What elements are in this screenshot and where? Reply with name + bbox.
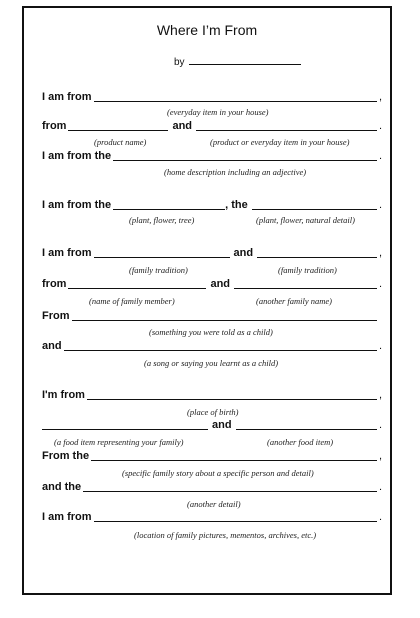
line-3-punct: . xyxy=(378,150,382,162)
line-5-and: and xyxy=(233,247,254,259)
hint-1: (everyday item in your house) xyxy=(167,107,269,117)
line-6-and: and xyxy=(210,278,231,290)
line-1-blank[interactable] xyxy=(94,100,377,102)
line-7 xyxy=(42,309,382,323)
line-1-label: I am from xyxy=(42,91,92,103)
line-11-label: From the xyxy=(42,450,90,462)
line-4-punct: . xyxy=(378,199,382,211)
line-4-label: I am from the xyxy=(42,199,112,211)
line-4 xyxy=(42,198,382,212)
line-1-punct: , xyxy=(378,91,382,103)
hint-5b: (family tradition) xyxy=(278,265,337,275)
hint-4b: (plant, flower, natural detail) xyxy=(256,215,355,225)
line-2-and: and xyxy=(172,120,193,132)
line-5-punct: , xyxy=(378,247,382,259)
line-6-label: from xyxy=(42,278,67,290)
line-6-blank-a[interactable] xyxy=(68,287,206,289)
by-label: by xyxy=(174,57,185,68)
line-2-label: from xyxy=(42,120,67,132)
line-2-blank-b[interactable] xyxy=(196,129,377,131)
line-4-blank-b[interactable] xyxy=(252,208,377,210)
line-13-label: I am from xyxy=(42,511,92,523)
line-13-punct: . xyxy=(378,511,382,523)
line-9 xyxy=(42,388,382,402)
line-2-blank-a[interactable] xyxy=(68,129,168,131)
line-3 xyxy=(42,149,382,163)
line-6-blank-b[interactable] xyxy=(234,287,377,289)
line-12 xyxy=(42,480,382,494)
hint-8: (a song or saying you learnt as a child) xyxy=(144,358,279,368)
hint-13: (location of family pictures, mementos, archives, etc.) xyxy=(134,530,317,540)
line-12-label: and the xyxy=(42,481,82,493)
line-1 xyxy=(42,90,382,104)
hint-4a: (plant, flower, tree) xyxy=(129,215,195,225)
line-8 xyxy=(42,339,382,353)
line-5-label: I am from xyxy=(42,247,92,259)
line-9-blank[interactable] xyxy=(87,398,377,400)
line-7-label: From xyxy=(42,310,70,322)
line-9-label: I'm from xyxy=(42,389,85,401)
hint-11: (specific family story about a specific person and detail) xyxy=(122,468,314,478)
line-4-blank-a[interactable] xyxy=(113,208,225,210)
author-blank[interactable] xyxy=(189,55,301,65)
line-12-punct: . xyxy=(378,481,382,493)
line-11-blank[interactable] xyxy=(91,459,377,461)
line-10-blank-b[interactable] xyxy=(236,428,377,430)
line-9-punct: , xyxy=(378,389,382,401)
line-2-punct: . xyxy=(378,120,382,132)
line-13 xyxy=(42,510,382,524)
line-12-blank[interactable] xyxy=(83,490,377,492)
line-5-blank-b[interactable] xyxy=(257,256,377,258)
line-10-and: and xyxy=(212,419,232,431)
line-13-blank[interactable] xyxy=(94,520,377,522)
line-11-punct: , xyxy=(378,450,382,462)
hint-10a: (a food item representing your family) xyxy=(54,437,184,447)
line-5-blank-a[interactable] xyxy=(94,256,230,258)
line-6 xyxy=(42,277,382,291)
line-7-blank[interactable] xyxy=(72,319,377,321)
line-2 xyxy=(42,119,382,133)
line-10-blank-a[interactable] xyxy=(42,428,208,430)
line-8-blank[interactable] xyxy=(64,349,377,351)
hint-2a: (product name) xyxy=(94,137,147,147)
page-title: Where I’m From xyxy=(156,22,258,38)
line-3-blank[interactable] xyxy=(113,159,377,161)
hint-12: (another detail) xyxy=(187,499,241,509)
line-11 xyxy=(42,449,382,463)
line-5 xyxy=(42,246,382,260)
hint-10b: (another food item) xyxy=(267,437,334,447)
line-8-label: and xyxy=(42,340,62,352)
line-8-punct: . xyxy=(378,340,382,352)
line-10 xyxy=(42,418,382,432)
hint-6a: (name of family member) xyxy=(89,296,175,306)
line-4-the: , the xyxy=(225,199,248,211)
line-6-punct: . xyxy=(378,278,382,290)
worksheet-frame xyxy=(22,6,392,595)
hint-2b: (product or everyday item in your house) xyxy=(210,137,350,147)
hint-5a: (family tradition) xyxy=(129,265,188,275)
line-10-punct: . xyxy=(378,419,382,431)
hint-3: (home description including an adjective) xyxy=(164,167,307,177)
hint-9: (place of birth) xyxy=(187,407,239,417)
author-row xyxy=(174,55,301,69)
line-3-label: I am from the xyxy=(42,150,112,162)
hint-6b: (another family name) xyxy=(256,296,333,306)
hint-7: (something you were told as a child) xyxy=(149,327,273,337)
